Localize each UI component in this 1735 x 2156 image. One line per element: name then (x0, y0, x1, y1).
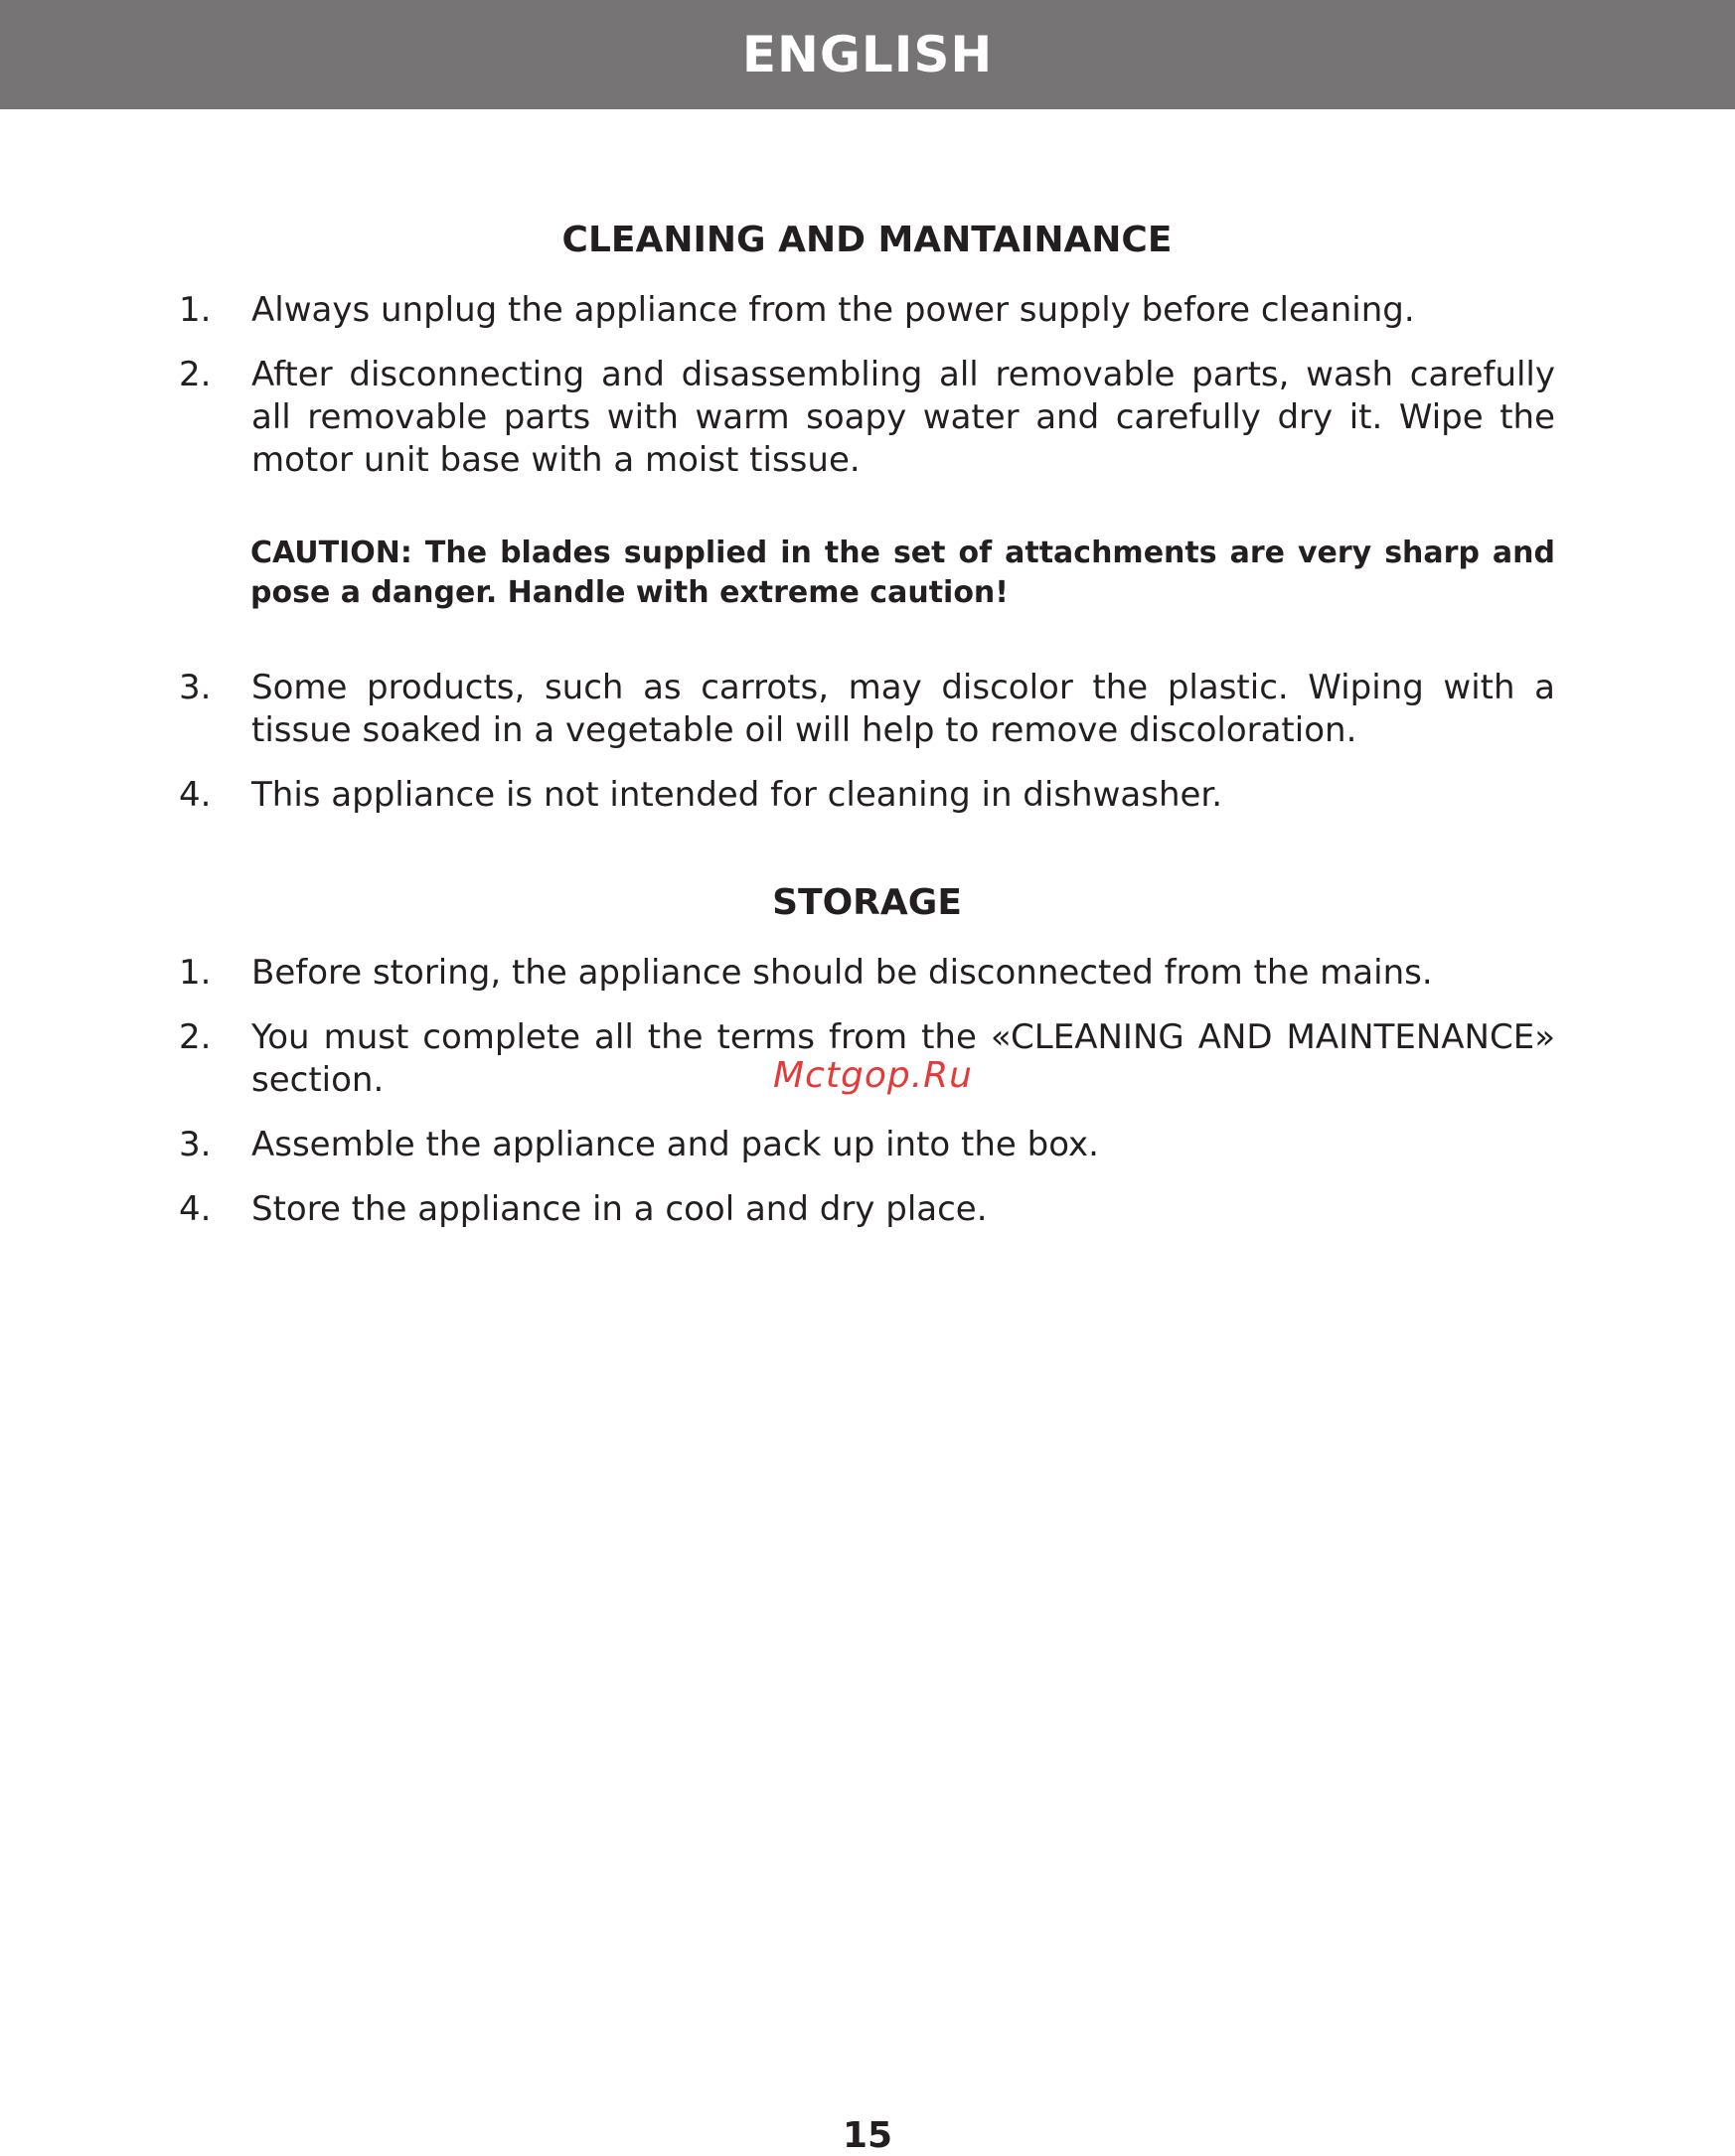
item-number: 2. (179, 355, 212, 394)
storage-heading: STORAGE (772, 882, 962, 923)
item-text: After disconnecting and disassembling all removable parts, wash carefully all removable parts with warm soapy water and carefully dry it. Wipe the motor unit base with a moist tissue. (251, 355, 1555, 480)
item-number: 1. (179, 290, 212, 330)
page-number: 15 (842, 2115, 893, 2156)
item-number: 1. (179, 953, 212, 993)
cleaning-list (179, 289, 1555, 482)
cleaning-heading: CLEANING AND MANTAINANCE (561, 220, 1173, 260)
site-watermark: Mctgop.Ru (773, 1055, 973, 1096)
caution-text: The blades supplied in the set of attachments are very sharp and pose a danger. Handle with extreme caution! (250, 536, 1555, 610)
language-label: ENGLISH (741, 26, 994, 83)
item-text: Always unplug the appliance from the power supply before cleaning. (251, 290, 1415, 330)
list-item (179, 774, 1555, 817)
item-number: 4. (179, 775, 212, 815)
item-text: Before storing, the appliance should be disconnected from the mains. (251, 953, 1433, 993)
language-header-bar (0, 0, 1735, 109)
list-item (179, 354, 1555, 482)
item-text: You must complete all the terms from the «CLEANING AND MAINTENANCE» section. (251, 1017, 1555, 1100)
item-number: 3. (179, 1125, 212, 1164)
list-item (179, 952, 1555, 995)
storage-section (179, 876, 1555, 1231)
item-number: 4. (179, 1189, 212, 1229)
caution-note (250, 534, 1555, 613)
list-item (179, 1188, 1555, 1231)
caution-label: CAUTION: (250, 536, 412, 570)
list-item (179, 667, 1555, 752)
list-item (179, 1124, 1555, 1166)
item-text: Some products, such as carrots, may discolor the plastic. Wiping with a tissue soaked in a vegetable oil will help to remove discoloration. (251, 668, 1555, 750)
item-number: 2. (179, 1017, 212, 1057)
item-text: Assemble the appliance and pack up into the box. (251, 1125, 1099, 1164)
cleaning-list-continued (179, 667, 1555, 817)
item-text: This appliance is not intended for cleaning in dishwasher. (251, 775, 1223, 815)
list-item (179, 289, 1555, 332)
item-text: Store the appliance in a cool and dry place. (251, 1189, 988, 1229)
item-number: 3. (179, 668, 212, 707)
